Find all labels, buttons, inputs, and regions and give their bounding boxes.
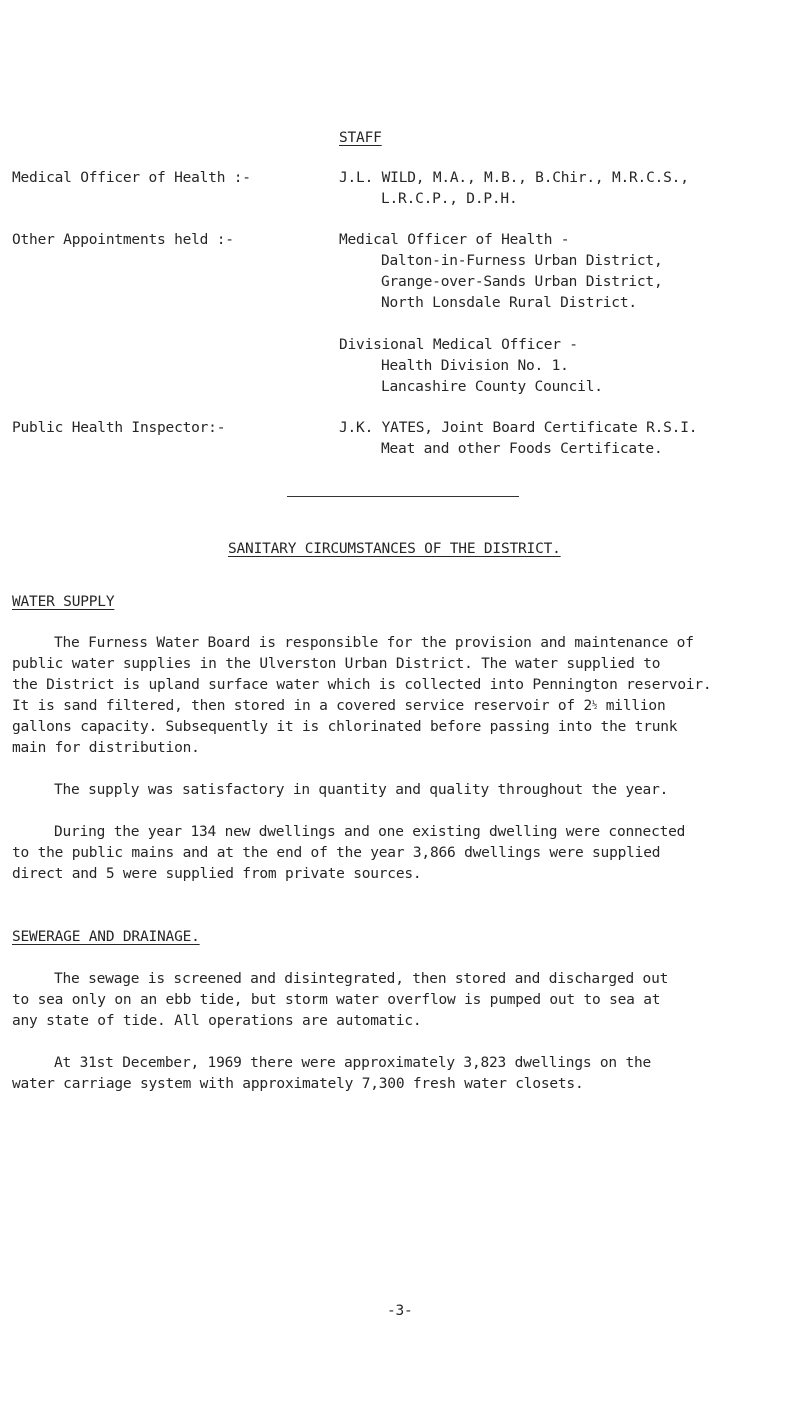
paragraph-line: public water supplies in the Ulverston Urban District. The water supplied to bbox=[12, 656, 661, 672]
phi-line: J.K. YATES, Joint Board Certificate R.S.I. bbox=[339, 420, 698, 436]
moh-name-line2: L.R.C.P., D.P.H. bbox=[381, 191, 518, 207]
paragraph-line: to sea only on an ebb tide, but storm water overflow is pumped out to sea at bbox=[12, 992, 661, 1008]
paragraph-line: direct and 5 were supplied from private sources. bbox=[12, 866, 422, 882]
paragraph-line: The Furness Water Board is responsible for the provision and maintenance of bbox=[54, 635, 694, 651]
paragraph-line: main for distribution. bbox=[12, 740, 200, 756]
divisional-line: Lancashire County Council. bbox=[381, 379, 603, 395]
other-line: Medical Officer of Health - bbox=[339, 232, 570, 248]
paragraph-line: water carriage system with approximately 7,300 fresh water closets. bbox=[12, 1076, 584, 1092]
section-divider bbox=[287, 496, 519, 497]
paragraph-line: During the year 134 new dwellings and one existing dwelling were connected bbox=[54, 824, 686, 840]
paragraph-line: It is sand filtered, then stored in a covered service reservoir of 2½ million bbox=[12, 698, 666, 714]
moh-label: Medical Officer of Health :- bbox=[12, 170, 251, 186]
staff-heading: STAFF bbox=[339, 130, 382, 146]
paragraph-line: At 31st December, 1969 there were approximately 3,823 dwellings on the bbox=[54, 1055, 652, 1071]
water-supply-heading: WATER SUPPLY bbox=[12, 594, 115, 610]
other-appointments-label: Other Appointments held :- bbox=[12, 232, 234, 248]
divisional-line: Divisional Medical Officer - bbox=[339, 337, 578, 353]
other-line: North Lonsdale Rural District. bbox=[381, 295, 637, 311]
paragraph-line: to the public mains and at the end of the year 3,866 dwellings were supplied bbox=[12, 845, 661, 861]
page-number: -3- bbox=[387, 1303, 413, 1319]
paragraph-line: The sewage is screened and disintegrated, then stored and discharged out bbox=[54, 971, 669, 987]
paragraph-line: gallons capacity. Subsequently it is chlorinated before passing into the trunk bbox=[12, 719, 678, 735]
paragraph-line: the District is upland surface water which is collected into Pennington reservoir. bbox=[12, 677, 712, 693]
phi-line: Meat and other Foods Certificate. bbox=[381, 441, 663, 457]
paragraph-line: any state of tide. All operations are automatic. bbox=[12, 1013, 422, 1029]
sanitary-heading: SANITARY CIRCUMSTANCES OF THE DISTRICT. bbox=[228, 541, 561, 557]
paragraph-line: The supply was satisfactory in quantity and quality throughout the year. bbox=[54, 782, 669, 798]
divisional-line: Health Division No. 1. bbox=[381, 358, 569, 374]
sewerage-heading: SEWERAGE AND DRAINAGE. bbox=[12, 929, 200, 945]
other-line: Dalton-in-Furness Urban District, bbox=[381, 253, 663, 269]
moh-name-line1: J.L. WILD, M.A., M.B., B.Chir., M.R.C.S., bbox=[339, 170, 689, 186]
fraction-half: ½ bbox=[592, 701, 598, 711]
phi-label: Public Health Inspector:- bbox=[12, 420, 226, 436]
other-line: Grange-over-Sands Urban District, bbox=[381, 274, 663, 290]
